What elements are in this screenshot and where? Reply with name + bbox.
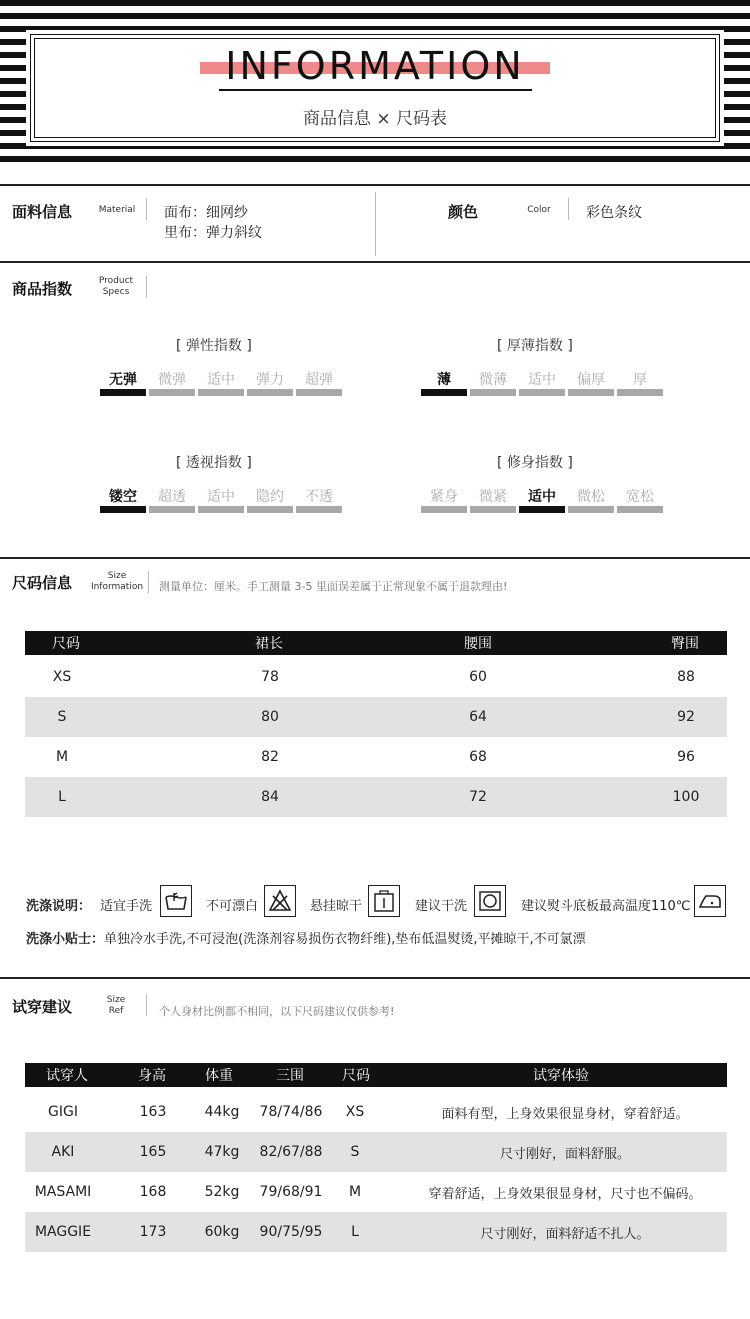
care-label: 洗涤说明： [26, 899, 92, 914]
table-cell: 穿着舒适，上身效果很显身材，尺寸也不偏码。 [428, 1186, 702, 1202]
divider [0, 977, 750, 979]
table-cell: 82 [261, 749, 279, 765]
iron-icon [694, 885, 726, 917]
table-row [25, 1172, 727, 1212]
spec-option-bar [149, 506, 195, 513]
spec-option-bar [568, 506, 614, 513]
spec-option-label: 宽松 [626, 489, 654, 505]
size-header-size: 尺码 [52, 636, 80, 652]
table-cell: S [57, 709, 67, 725]
spec-option-label: 无弹 [109, 372, 137, 388]
care-tips: 单独冷水手洗,不可浸泡(洗涤剂容易损伤衣物纤维),垫布低温熨烫,平摊晾干,不可氯漂 [104, 932, 586, 947]
handwash-icon [160, 885, 192, 917]
table-cell: XS [345, 1104, 365, 1120]
care-item-hangdry: 悬挂晾干 [310, 899, 363, 914]
tryon-header-experience: 试穿体验 [533, 1068, 589, 1084]
size-title-en-line1: Size [107, 571, 127, 581]
table-cell: 52kg [204, 1184, 240, 1200]
spec-group-title: [ 弹性指数 ] [176, 338, 252, 354]
table-cell: M [348, 1184, 362, 1200]
specs-title: 商品指数 [12, 280, 73, 298]
care-item-nobleach: 不可漂白 [206, 899, 259, 914]
spec-option-label: 超弹 [305, 372, 333, 388]
tryon-header-size: 尺码 [342, 1068, 370, 1084]
tryon-title-en-line2: Ref [108, 1006, 124, 1016]
separator [148, 571, 149, 593]
spec-option-bar [617, 389, 663, 396]
divider [0, 184, 750, 186]
spec-option-bar [568, 389, 614, 396]
table-cell: M [55, 749, 69, 765]
spec-option-label: 适中 [207, 489, 235, 505]
spec-option-label: 紧身 [430, 489, 458, 505]
spec-option-bar [149, 389, 195, 396]
tryon-title-en [92, 995, 140, 1017]
spec-option-bar [247, 389, 293, 396]
size-title: 尺码信息 [12, 574, 73, 592]
spec-option-bar-selected [100, 389, 146, 396]
spec-option-bar [421, 506, 467, 513]
table-row [25, 777, 727, 817]
table-cell: L [351, 1224, 359, 1240]
page-title: INFORMATION [225, 44, 525, 88]
spec-option-label: 适中 [207, 372, 235, 388]
divider [0, 261, 750, 263]
table-cell: 80 [261, 709, 279, 725]
separator [375, 192, 376, 256]
care-item-handwash: 适宜手洗 [100, 899, 153, 914]
material-title-en: Material [98, 205, 136, 215]
color-title-en: Color [527, 205, 551, 215]
spec-group-title: [ 修身指数 ] [497, 455, 573, 471]
spec-option-bar [198, 506, 244, 513]
table-cell: 78/74/86 [259, 1104, 323, 1120]
spec-option-label: 超透 [158, 489, 186, 505]
color-value: 彩色条纹 [586, 205, 642, 221]
spec-option-bar-selected [519, 506, 565, 513]
tryon-note: 个人身材比例都不相同，以下尺码建议仅供参考! [159, 1005, 395, 1018]
table-row [25, 737, 727, 777]
table-cell: 168 [139, 1184, 167, 1200]
material-lining: 里布：弹力斜纹 [164, 225, 262, 241]
table-cell: 92 [677, 709, 695, 725]
table-cell: 60 [469, 669, 487, 685]
size-note: 测量单位：厘米。手工测量 3-5 里面误差属于正常现象不属于退款理由! [159, 580, 508, 593]
table-cell: 47kg [204, 1144, 240, 1160]
hang-dry-icon [368, 885, 400, 917]
size-header-hip: 臀围 [671, 636, 699, 652]
table-cell: 78 [261, 669, 279, 685]
no-bleach-icon [264, 885, 296, 917]
tryon-header-measurements: 三围 [276, 1068, 304, 1084]
table-row [25, 1092, 727, 1132]
table-cell: L [58, 789, 66, 805]
spec-option-bar [198, 389, 244, 396]
size-header-length: 裙长 [255, 636, 283, 652]
color-title: 颜色 [448, 203, 479, 221]
table-cell: 96 [677, 749, 695, 765]
table-row [25, 1132, 727, 1172]
table-cell: GIGI [48, 1104, 78, 1120]
table-row [25, 657, 727, 697]
table-cell: 60kg [204, 1224, 240, 1240]
table-cell: 尺寸刚好，面料舒适不扎人。 [480, 1226, 650, 1242]
spec-option-bar-selected [100, 506, 146, 513]
tryon-header-person: 试穿人 [46, 1068, 88, 1084]
size-table-header [25, 631, 727, 655]
table-cell: MASAMI [34, 1184, 92, 1200]
tryon-table-header [25, 1063, 727, 1087]
care-item-dryclean: 建议干洗 [415, 899, 468, 914]
table-cell: 68 [469, 749, 487, 765]
spec-option-label: 适中 [528, 489, 556, 505]
title-underline [219, 89, 532, 91]
table-cell: 84 [261, 789, 279, 805]
page-subtitle: 商品信息 × 尺码表 [302, 109, 448, 129]
tryon-header-weight: 体重 [205, 1068, 233, 1084]
size-title-en-line2: Information [90, 582, 144, 592]
spec-option-bar [470, 389, 516, 396]
spec-option-label: 镂空 [109, 489, 137, 505]
spec-option-label: 微松 [577, 489, 605, 505]
spec-option-bar [617, 506, 663, 513]
separator [146, 198, 147, 220]
spec-option-label: 弹力 [256, 372, 284, 388]
size-title-en [89, 571, 145, 593]
spec-option-label: 隐约 [256, 489, 284, 505]
specs-title-en-line1: Product [98, 276, 134, 286]
material-outer: 面布：细网纱 [164, 205, 248, 221]
spec-option-label: 微紧 [479, 489, 507, 505]
table-cell: 72 [469, 789, 487, 805]
table-cell: 64 [469, 709, 487, 725]
spec-option-label: 微弹 [158, 372, 186, 388]
spec-option-label: 薄 [437, 372, 451, 388]
table-cell: 82/67/88 [259, 1144, 323, 1160]
tryon-header-height: 身高 [138, 1068, 166, 1084]
table-cell: XS [52, 669, 72, 685]
spec-option-label: 偏厚 [577, 372, 605, 388]
table-cell: S [350, 1144, 360, 1160]
spec-option-bar [296, 506, 342, 513]
tryon-title: 试穿建议 [12, 998, 73, 1016]
spec-option-bar [296, 389, 342, 396]
spec-option-bar [247, 506, 293, 513]
table-cell: 44kg [204, 1104, 240, 1120]
specs-title-en-line2: Specs [102, 287, 130, 297]
divider [0, 557, 750, 559]
material-title: 面料信息 [12, 203, 73, 221]
separator [568, 198, 569, 220]
table-cell: 88 [677, 669, 695, 685]
specs-title-en [92, 276, 140, 298]
tryon-title-en-line1: Size [106, 995, 126, 1005]
table-cell: 100 [672, 789, 700, 805]
separator [146, 994, 147, 1016]
size-header-waist: 腰围 [464, 636, 492, 652]
spec-option-bar-selected [421, 389, 467, 396]
care-tips-label: 洗涤小贴士： [26, 932, 105, 947]
spec-option-bar [470, 506, 516, 513]
table-row [25, 697, 727, 737]
spec-option-label: 不透 [305, 489, 333, 505]
table-cell: 165 [139, 1144, 167, 1160]
spec-option-bar [519, 389, 565, 396]
spec-option-label: 适中 [528, 372, 556, 388]
table-cell: 面料有型，上身效果很显身材，穿着舒适。 [441, 1106, 689, 1122]
table-cell: 90/75/95 [259, 1224, 323, 1240]
table-cell: 163 [139, 1104, 167, 1120]
care-item-iron: 建议熨斗底板最高温度110℃ [521, 899, 691, 914]
table-cell: 79/68/91 [259, 1184, 323, 1200]
table-cell: AKI [51, 1144, 75, 1160]
spec-group-title: [ 厚薄指数 ] [497, 338, 573, 354]
spec-group-title: [ 透视指数 ] [176, 455, 252, 471]
spec-option-label: 厚 [633, 372, 647, 388]
table-cell: MAGGIE [34, 1224, 92, 1240]
spec-option-label: 微薄 [479, 372, 507, 388]
separator [146, 276, 147, 298]
table-cell: 尺寸刚好，面料舒服。 [499, 1146, 630, 1162]
table-cell: 173 [139, 1224, 167, 1240]
dry-clean-icon [474, 885, 506, 917]
table-row [25, 1212, 727, 1252]
